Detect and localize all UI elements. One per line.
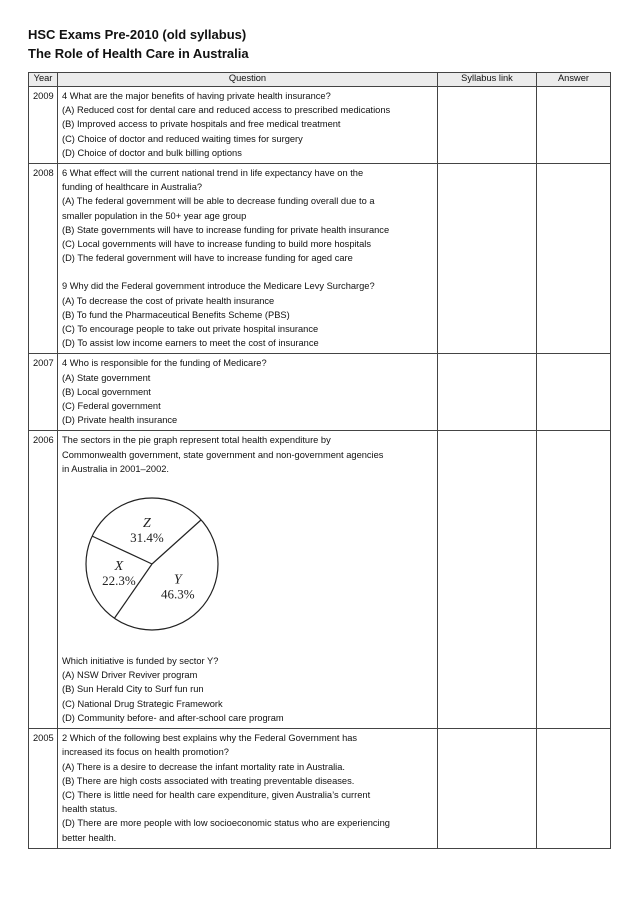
year-cell: 2005 [29, 729, 58, 849]
question-cell [58, 431, 438, 729]
answer-cell [537, 354, 611, 431]
table-row [29, 729, 611, 849]
syllabus-link-cell [438, 354, 537, 431]
pie-slice-label: Z [143, 516, 151, 532]
pie-slice-label: Y [173, 572, 182, 588]
syllabus-link-cell [438, 729, 537, 849]
question-text: 4 Who is responsible for the funding of Medicare? (A) State government (B) Local government (C) Federal government (D) Private health insurance [62, 358, 267, 426]
header-syllabus-link: Syllabus link [438, 73, 537, 87]
title-line-1: HSC Exams Pre-2010 (old syllabus) [28, 27, 247, 42]
pie-chart-svg [82, 488, 222, 640]
header-year: Year [29, 73, 58, 87]
question-text: 6 What effect will the current national trend in life expectancy have on the funding of healthcare in Australia? (A) The federal government will be able to decrease funding overall due to a smaller population in the 50+ year age group (B) State governments will have to increase funding for private health insurance (C) Local governments will have to increase funding to build more hospitals (D) The federal government will have to increase funding for aged care [62, 168, 390, 264]
questions-table [28, 72, 611, 849]
pie-slice-label: X [114, 559, 124, 575]
question-text: 9 Why did the Federal government introduce the Medicare Levy Surcharge? (A) To decrease the cost of private health insurance (B) To fund the Pharmaceutical Benefits Scheme (PBS) (C) To encourage people to take out private hospital insurance (D) To assist low income earners to meet the cost of insurance [62, 281, 375, 349]
table-header-row [29, 73, 611, 87]
pie-slice-value: 31.4% [130, 530, 164, 546]
year-cell: 2009 [29, 87, 58, 164]
syllabus-link-cell [438, 87, 537, 164]
question-text: 2 Which of the following best explains why the Federal Government has increased its focus on health promotion? (A) There is a desire to decrease the infant mortality rate in Australia. (B) There are high costs associated with treating preventable diseases. (C) There is little need for health care expenditure, given Australia’s current health status. (D) There are more people with low socioeconomic status who are experiencing better health. [62, 733, 390, 843]
answer-cell [537, 87, 611, 164]
year-cell: 2006 [29, 431, 58, 729]
year-cell: 2007 [29, 354, 58, 431]
header-answer: Answer [537, 73, 611, 87]
answer-cell [537, 164, 611, 354]
pie-slice-value: 22.3% [102, 573, 136, 589]
table-row [29, 354, 611, 431]
question-cell [58, 87, 438, 164]
question-followup: Which initiative is funded by sector Y? (A) NSW Driver Reviver program (B) Sun Herald City to Surf fun run (C) National Drug Strategic Framework (D) Community before- and after-school care program [62, 656, 284, 723]
syllabus-link-cell [438, 164, 537, 354]
title-line-2: The Role of Health Care in Australia [28, 46, 249, 61]
page-title [28, 25, 249, 63]
question-text: 4 What are the major benefits of having private health insurance? (A) Reduced cost for dental care and reduced access to prescribed medications (B) Improved access to private hospitals and free medical treatment (C) Choice of doctor and reduced waiting times for surgery (D) Choice of doctor and bulk billing options [62, 91, 391, 158]
table-row [29, 87, 611, 164]
table-row [29, 431, 611, 729]
pie-chart [82, 488, 433, 640]
question-intro: The sectors in the pie graph represent total health expenditure by Commonwealth government, state government and non-government agencies in Australia in 2001–2002. [62, 435, 384, 474]
answer-cell [537, 729, 611, 849]
syllabus-link-cell [438, 431, 537, 729]
header-question: Question [58, 73, 438, 87]
question-cell [58, 354, 438, 431]
question-cell [58, 729, 438, 849]
pie-slice-value: 46.3% [160, 586, 195, 602]
table-row [29, 164, 611, 354]
answer-cell [537, 431, 611, 729]
year-cell: 2008 [29, 164, 58, 354]
question-cell [58, 164, 438, 354]
